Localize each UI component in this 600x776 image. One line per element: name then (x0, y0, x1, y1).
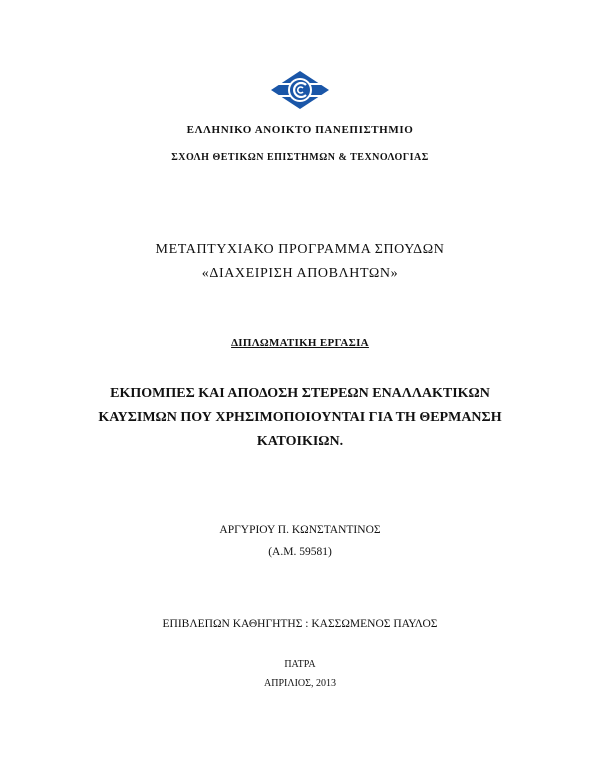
author-name: ΑΡΓΥΡΙΟΥ Π. ΚΩΝΣΤΑΝΤΙΝΟΣ (219, 524, 381, 536)
city: ΠΑΤΡΑ (284, 659, 316, 670)
university-logo-icon (270, 70, 330, 110)
program-subtitle: «ΔΙΑΧΕΙΡΙΣΗ ΑΠΟΒΛΗΤΩΝ» (201, 266, 399, 281)
thesis-title (0, 382, 600, 454)
date: ΑΠΡΙΛΙΟΣ, 2013 (264, 678, 336, 689)
thesis-title-line-3: ΚΑΤΟΙΚΙΩΝ. (256, 434, 344, 449)
student-id: (Α.Μ. 59581) (268, 546, 332, 558)
school-name: ΣΧΟΛΗ ΘΕΤΙΚΩΝ ΕΠΙΣΤΗΜΩΝ & ΤΕΧΝΟΛΟΓΙΑΣ (171, 152, 429, 163)
thesis-title-line-1: ΕΚΠΟΜΠΕΣ ΚΑΙ ΑΠΟΔΟΣΗ ΣΤΕΡΕΩΝ ΕΝΑΛΛΑΚΤΙΚΩΝ (110, 386, 490, 401)
supervisor: ΕΠΙΒΛΕΠΩΝ ΚΑΘΗΓΗΤΗΣ : ΚΑΣΣΩΜΕΝΟΣ ΠΑΥΛΟΣ (162, 618, 438, 630)
program-title: ΜΕΤΑΠΤΥΧΙΑΚΟ ΠΡΟΓΡΑΜΜΑ ΣΠΟΥΔΩΝ (155, 242, 445, 257)
thesis-label: ΔΙΠΛΩΜΑΤΙΚΗ ΕΡΓΑΣΙΑ (231, 337, 369, 349)
thesis-title-line-2: ΚΑΥΣΙΜΩΝ ΠΟΥ ΧΡΗΣΙΜΟΠΟΙΟΥΝΤΑΙ ΓΙΑ ΤΗ ΘΕΡΜΑΝΣΗ (98, 410, 502, 425)
university-name: ΕΛΛΗΝΙΚΟ ΑΝΟΙΚΤΟ ΠΑΝΕΠΙΣΤΗΜΙΟ (186, 124, 414, 136)
